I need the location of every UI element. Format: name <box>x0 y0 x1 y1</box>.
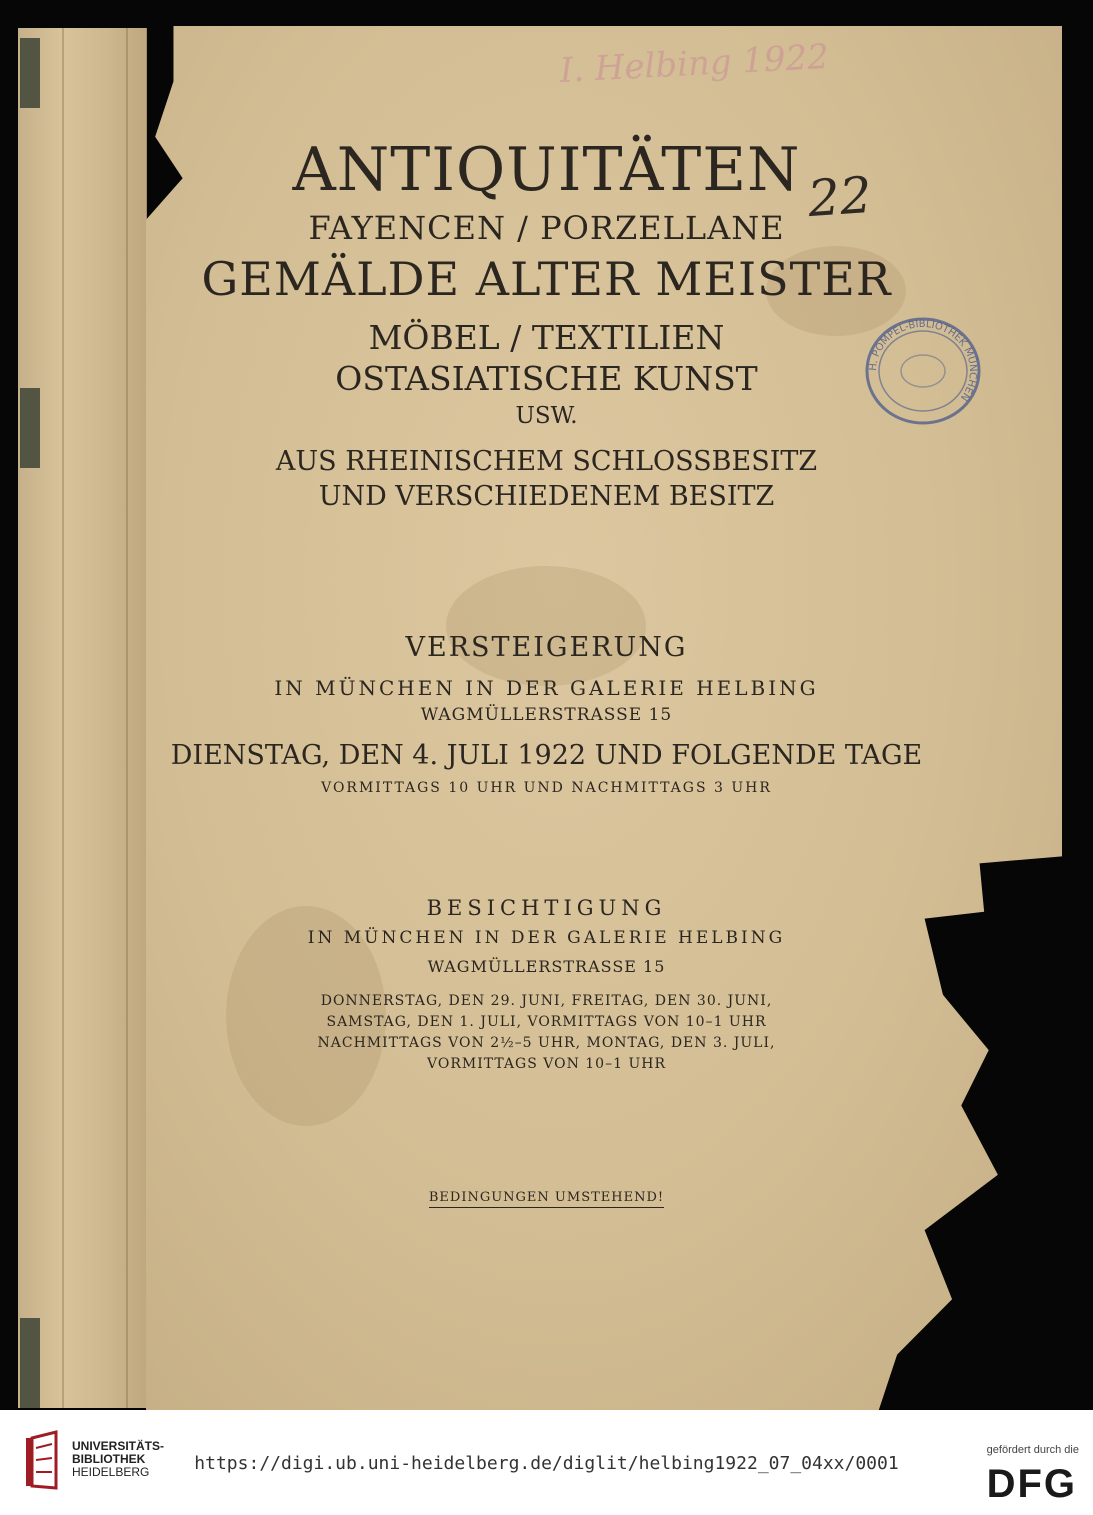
viewing-street: WAGMÜLLERSTRASSE 15 <box>427 957 666 976</box>
subtitle-furniture: MÖBEL / TEXTILIEN <box>368 318 725 357</box>
subtitle-paintings: GEMÄLDE ALTER MEISTER <box>201 252 892 306</box>
viewer-footer <box>0 1410 1093 1515</box>
institution-line: UNIVERSITÄTS- <box>72 1439 165 1453</box>
conditions-note: BEDINGUNGEN UMSTEHEND! <box>429 1190 664 1208</box>
permalink-url[interactable]: https://digi.ub.uni-heidelberg.de/diglit/helbing1922_07_04xx/0001 <box>194 1453 899 1474</box>
spine-tape <box>20 1318 40 1408</box>
handwritten-note: I. Helbing 1922 <box>558 36 830 91</box>
auction-date: DIENSTAG, DEN 4. JULI 1922 UND FOLGENDE TAGE <box>170 740 923 771</box>
viewing-dates-line: SAMSTAG, DEN 1. JULI, VORMITTAGS VON 10–1 UHR <box>326 1014 767 1030</box>
subtitle-asian-art: OSTASIATISCHE KUNST <box>335 359 758 398</box>
auction-times: VORMITTAGS 10 UHR UND NACHMITTAGS 3 UHR <box>321 780 772 796</box>
viewing-dates-line: DONNERSTAG, DEN 29. JUNI, FREITAG, DEN 30. JUNI, <box>320 993 773 1009</box>
viewing-dates-line: VORMITTAGS VON 10–1 UHR <box>426 1056 666 1072</box>
conditions-note-wrap <box>0 1190 1093 1205</box>
viewing-dates-line: NACHMITTAGS VON 2½–5 UHR, MONTAG, DEN 3. JULI, <box>317 1035 776 1051</box>
viewing-location: IN MÜNCHEN IN DER GALERIE HELBING <box>307 928 786 948</box>
stamp-text: H. POMPEL-BIBLIOTHEK MÜNCHEN <box>867 318 979 403</box>
institution-line: HEIDELBERG <box>72 1465 150 1479</box>
handwritten-number: 22 <box>806 165 874 229</box>
auction-heading: VERSTEIGERUNG <box>405 632 688 663</box>
document-title: ANTIQUITÄTEN <box>292 135 801 205</box>
spine-tape <box>20 38 40 108</box>
institution-line: BIBLIOTHEK <box>72 1452 146 1466</box>
funded-by-label: gefördert durch die <box>986 1444 1079 1456</box>
provenance-line-1: AUS RHEINISCHEM SCHLOSSBESITZ <box>275 446 818 477</box>
provenance-line-2: UND VERSCHIEDENEM BESITZ <box>318 481 775 512</box>
subtitle-etc: USW. <box>515 403 578 429</box>
dfg-logo[interactable]: DFG <box>986 1462 1077 1506</box>
auction-location: IN MÜNCHEN IN DER GALERIE HELBING <box>274 676 819 700</box>
viewing-heading: BESICHTIGUNG <box>426 896 667 920</box>
auction-street: WAGMÜLLERSTRASSE 15 <box>420 705 673 725</box>
subtitle-porcelain: FAYENCEN / PORZELLANE <box>308 209 785 247</box>
